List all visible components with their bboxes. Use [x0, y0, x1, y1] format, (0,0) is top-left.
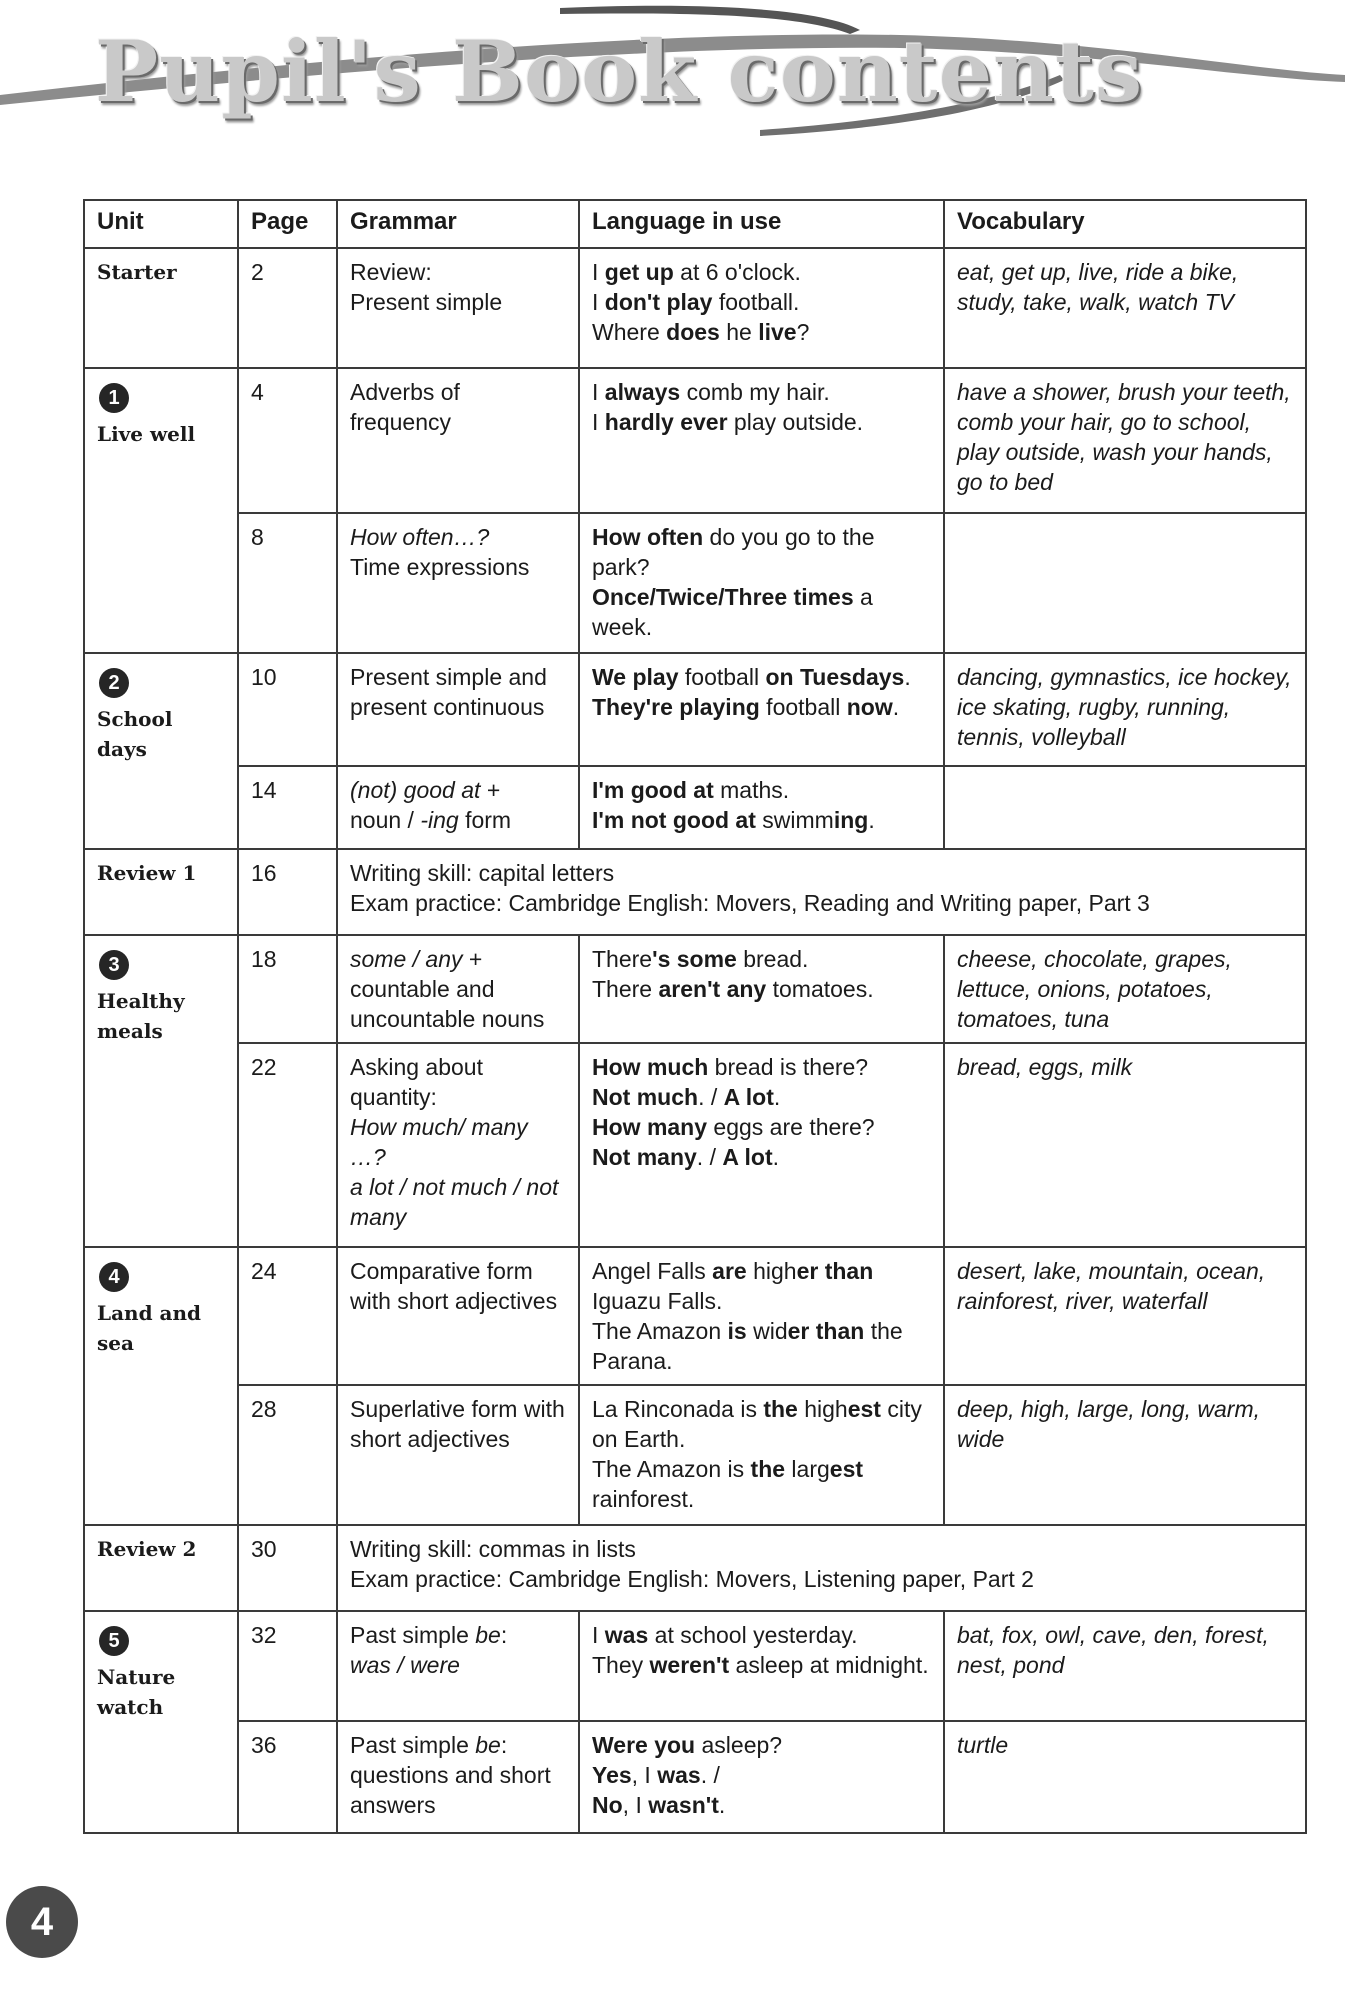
- page-cell: 24: [238, 1247, 337, 1385]
- vocabulary-cell: eat, get up, live, ride a bike, study, take, walk, watch TV: [944, 248, 1306, 368]
- table-row: [84, 653, 1306, 766]
- unit-review-2: Review 2: [84, 1525, 238, 1611]
- header-grammar: Grammar: [337, 200, 579, 248]
- unit-number-badge: 2: [99, 668, 129, 698]
- table-header-row: [84, 200, 1306, 248]
- page-cell: 10: [238, 653, 337, 766]
- language-cell: We play football on Tuesdays. They're playing football now.: [579, 653, 944, 766]
- table-row: [84, 1385, 1306, 1525]
- vocabulary-cell: bat, fox, owl, cave, den, forest, nest, pond: [944, 1611, 1306, 1721]
- page-cell: 8: [238, 513, 337, 653]
- unit-4: [84, 1247, 238, 1525]
- page-cell: 36: [238, 1721, 337, 1833]
- header-language-in-use: Language in use: [579, 200, 944, 248]
- language-cell: I always comb my hair. I hardly ever play outside.: [579, 368, 944, 513]
- unit-5: [84, 1611, 238, 1833]
- grammar-cell: (not) good at + noun / -ing form: [337, 766, 579, 849]
- table-row: [84, 1525, 1306, 1611]
- vocabulary-cell: [944, 766, 1306, 849]
- vocabulary-cell: turtle: [944, 1721, 1306, 1833]
- review-cell: Writing skill: capital letters Exam practice: Cambridge English: Movers, Reading and Writing paper, Part 3: [337, 849, 1306, 935]
- unit-review-1: Review 1: [84, 849, 238, 935]
- table-row: [84, 1611, 1306, 1721]
- header-vocabulary: Vocabulary: [944, 200, 1306, 248]
- table-row: [84, 1721, 1306, 1833]
- vocabulary-cell: have a shower, brush your teeth, comb your hair, go to school, play outside, wash your hands, go to bed: [944, 368, 1306, 513]
- unit-3: [84, 935, 238, 1247]
- header-unit: Unit: [84, 200, 238, 248]
- grammar-cell: How often…? Time expressions: [337, 513, 579, 653]
- unit-starter: Starter: [84, 248, 238, 368]
- table-row: [84, 1043, 1306, 1247]
- page-cell: 2: [238, 248, 337, 368]
- table-row: [84, 849, 1306, 935]
- vocabulary-cell: desert, lake, mountain, ocean, rainforest, river, waterfall: [944, 1247, 1306, 1385]
- language-cell: How often do you go to the park? Once/Twice/Three times a week.: [579, 513, 944, 653]
- language-cell: Were you asleep? Yes, I was. / No, I wasn't.: [579, 1721, 944, 1833]
- language-cell: I was at school yesterday. They weren't asleep at midnight.: [579, 1611, 944, 1721]
- grammar-cell: some / any + countable and uncountable nouns: [337, 935, 579, 1043]
- page-cell: 18: [238, 935, 337, 1043]
- language-cell: I'm good at maths. I'm not good at swimming.: [579, 766, 944, 849]
- vocabulary-cell: deep, high, large, long, warm, wide: [944, 1385, 1306, 1525]
- page-title: Pupil's Book contents: [95, 22, 1144, 121]
- vocabulary-cell: bread, eggs, milk: [944, 1043, 1306, 1247]
- grammar-cell: Adverbs of frequency: [337, 368, 579, 513]
- vocabulary-cell: [944, 513, 1306, 653]
- unit-number-badge: 5: [99, 1626, 129, 1656]
- table-row: [84, 766, 1306, 849]
- grammar-cell: Present simple and present continuous: [337, 653, 579, 766]
- grammar-cell: Superlative form with short adjectives: [337, 1385, 579, 1525]
- language-cell: How much bread is there? Not much. / A lot. How many eggs are there? Not many. / A lot.: [579, 1043, 944, 1247]
- page-cell: 32: [238, 1611, 337, 1721]
- grammar-cell: Past simple be: was / were: [337, 1611, 579, 1721]
- unit-label: School days: [97, 707, 173, 761]
- table-row: [84, 248, 1306, 368]
- page-number-badge: 4: [6, 1886, 78, 1958]
- table-row: [84, 1247, 1306, 1385]
- grammar-cell: Review: Present simple: [337, 248, 579, 368]
- page-cell: 22: [238, 1043, 337, 1247]
- language-cell: La Rinconada is the highest city on Earth. The Amazon is the largest rainforest.: [579, 1385, 944, 1525]
- language-cell: I get up at 6 o'clock. I don't play football. Where does he live?: [579, 248, 944, 368]
- grammar-cell: Asking about quantity: How much/ many …? a lot / not much / not many: [337, 1043, 579, 1247]
- language-cell: There's some bread. There aren't any tomatoes.: [579, 935, 944, 1043]
- unit-number-badge: 4: [99, 1262, 129, 1292]
- review-cell: Writing skill: commas in lists Exam practice: Cambridge English: Movers, Listening paper, Part 2: [337, 1525, 1306, 1611]
- page-cell: 16: [238, 849, 337, 935]
- unit-number-badge: 3: [99, 950, 129, 980]
- table-row: [84, 368, 1306, 513]
- grammar-cell: Comparative form with short adjectives: [337, 1247, 579, 1385]
- page-cell: 4: [238, 368, 337, 513]
- unit-label: Land and sea: [97, 1301, 201, 1355]
- unit-label: Healthy meals: [97, 989, 185, 1043]
- table-row: [84, 935, 1306, 1043]
- table-row: [84, 513, 1306, 653]
- unit-label: Nature watch: [97, 1665, 176, 1719]
- contents-table: [83, 199, 1307, 1834]
- unit-label: Live well: [97, 422, 196, 446]
- header-page: Page: [238, 200, 337, 248]
- page-cell: 28: [238, 1385, 337, 1525]
- unit-1: [84, 368, 238, 653]
- page-cell: 30: [238, 1525, 337, 1611]
- unit-number-badge: 1: [99, 383, 129, 413]
- vocabulary-cell: dancing, gymnastics, ice hockey, ice skating, rugby, running, tennis, volleyball: [944, 653, 1306, 766]
- vocabulary-cell: cheese, chocolate, grapes, lettuce, onions, potatoes, tomatoes, tuna: [944, 935, 1306, 1043]
- language-cell: Angel Falls are higher than Iguazu Falls. The Amazon is wider than the Parana.: [579, 1247, 944, 1385]
- unit-2: [84, 653, 238, 849]
- grammar-cell: Past simple be: questions and short answers: [337, 1721, 579, 1833]
- page-cell: 14: [238, 766, 337, 849]
